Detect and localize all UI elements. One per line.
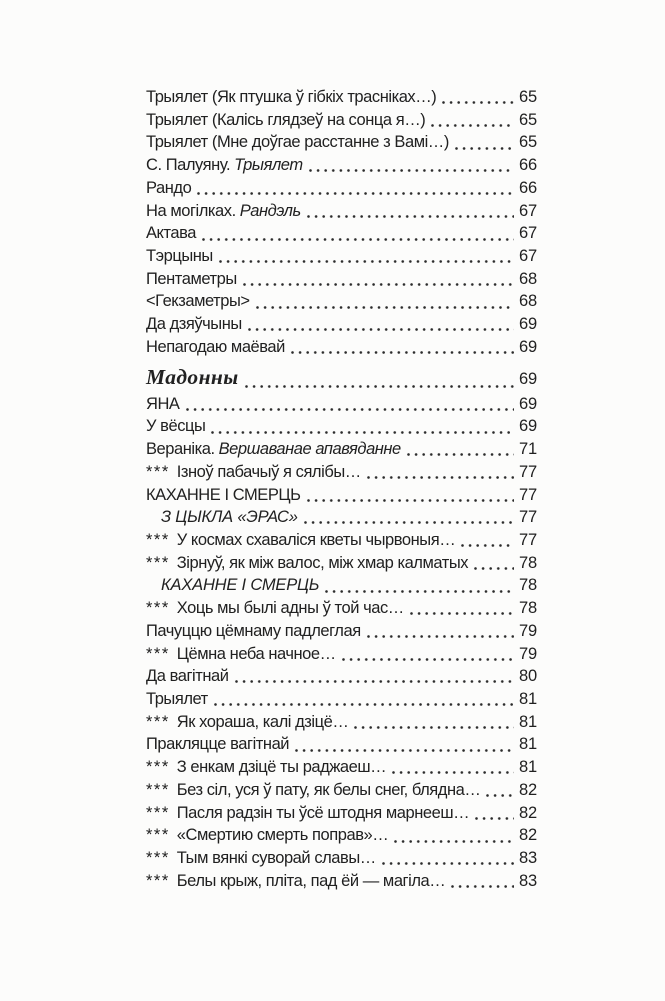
dot-leader: [309, 169, 514, 172]
entry-page-number: 82: [519, 803, 537, 822]
dot-leader: [248, 328, 514, 331]
entry-page-number: 79: [519, 621, 537, 640]
toc-entry: [146, 154, 537, 177]
entry-page-number: 78: [519, 553, 537, 572]
toc-entry: [146, 336, 537, 359]
dot-leader: [442, 101, 514, 104]
toc-entry: [146, 177, 537, 200]
entry-title-wrap: [146, 131, 449, 154]
entry-title: Пасля радзін ты ўсё штодня марнееш…: [176, 803, 470, 822]
entry-title: Тэрцыны: [146, 247, 213, 266]
toc-entry: [146, 756, 537, 779]
entry-title-wrap: [146, 109, 425, 132]
toc-entry: [146, 415, 537, 438]
entry-title: Да вагітнай: [146, 667, 229, 686]
entry-page-number: 78: [519, 576, 537, 595]
entry-title-wrap: [146, 552, 468, 575]
toc-entry: [146, 620, 537, 643]
entry-title: Трыялет (Калісь глядзеў на сонца я…): [146, 110, 426, 129]
stars-prefix: ***: [146, 462, 170, 481]
entry-title: З енкам дзіцё ты раджаеш…: [176, 758, 387, 777]
entry-title-wrap: [146, 200, 301, 223]
dot-leader: [295, 749, 514, 752]
stars-prefix: ***: [146, 826, 170, 845]
dot-leader: [410, 612, 514, 615]
toc-entry: [146, 484, 537, 507]
toc-entry: [146, 574, 537, 597]
entry-title-wrap: [146, 290, 250, 313]
entry-title-wrap: [161, 574, 319, 597]
entry-page-number: 83: [519, 849, 537, 867]
entry-title: На могілках.: [146, 201, 236, 220]
entry-title-wrap: [146, 222, 196, 245]
entry-title-italic: Вершаванае апавяданне: [218, 440, 401, 459]
toc-entry: [146, 506, 537, 529]
dot-leader: [243, 283, 514, 286]
entry-title: Рандо: [146, 178, 192, 197]
entry-title-wrap: [146, 711, 348, 734]
toc-entry: [146, 109, 537, 132]
toc-entry: [146, 245, 537, 268]
toc-entry: [146, 363, 537, 393]
entry-page-number: 77: [519, 485, 537, 504]
toc-entry: [146, 268, 537, 291]
dot-leader: [219, 260, 514, 263]
dot-leader: [486, 794, 514, 797]
toc-entry: [146, 438, 537, 461]
dot-leader: [325, 590, 514, 593]
entry-page-number: 82: [519, 780, 537, 799]
entry-title-wrap: [146, 665, 229, 688]
toc-entry: [146, 643, 537, 666]
entry-title-wrap: [146, 802, 469, 825]
stars-prefix: ***: [146, 712, 170, 731]
dot-leader: [461, 544, 514, 547]
entry-title: Пентаметры: [146, 269, 237, 288]
entry-title: Тым вянкі суворай славы…: [176, 849, 376, 867]
entry-page-number: 81: [519, 735, 537, 754]
entry-page-number: 69: [519, 337, 537, 356]
dot-leader: [256, 306, 514, 309]
entry-title: Без сіл, уся ў пату, як белы снег, блядна…: [176, 780, 481, 799]
entry-title-wrap: [146, 620, 361, 643]
entry-page-number: 65: [519, 110, 537, 129]
entry-title: У космах схаваліся кветы чырвоныя…: [176, 530, 456, 549]
entry-title-wrap: [146, 597, 404, 620]
toc-entry: [146, 733, 537, 756]
entry-page-number: 80: [519, 667, 537, 686]
dot-leader: [431, 124, 514, 127]
stars-prefix: ***: [146, 530, 170, 549]
dot-leader: [211, 431, 514, 434]
entry-title-wrap: [146, 756, 386, 779]
dot-leader: [451, 885, 514, 888]
entry-title: КАХАННЕ І СМЕРЦЬ: [161, 576, 320, 595]
stars-prefix: ***: [146, 871, 170, 890]
entry-title: Трыялет (Мне доўгае расстанне з Вамі…): [146, 133, 449, 152]
entry-title: Белы крыж, пліта, пад ёй — магіла…: [176, 871, 446, 890]
entry-title: Хоць мы былі адны ў той час…: [176, 599, 404, 618]
entry-page-number: 81: [519, 712, 537, 731]
entry-page-number: 71: [519, 440, 537, 459]
entry-title-wrap: [146, 393, 180, 416]
toc-entry: [146, 802, 537, 825]
entry-title-wrap: [146, 484, 301, 507]
stars-prefix: ***: [146, 644, 170, 663]
entry-title: <Гекзаметры>: [146, 292, 250, 311]
entry-title: Зірнуў, як між валос, між хмар калматых: [176, 553, 469, 572]
entry-page-number: 69: [519, 417, 537, 436]
entry-page-number: 67: [519, 224, 537, 243]
entry-page-number: 67: [519, 201, 537, 220]
toc-entry: [146, 461, 537, 484]
entry-title-wrap: [146, 415, 205, 438]
entry-title: «Смертию смерть поправ»…: [176, 826, 389, 845]
entry-title: Пачуццю цёмнаму падлеглая: [146, 621, 361, 640]
entry-title-wrap: [146, 336, 285, 359]
entry-title-wrap: [146, 86, 436, 109]
toc-entry: [146, 711, 537, 734]
entry-title-wrap: [146, 461, 361, 484]
toc-entry: [146, 290, 537, 313]
entry-title: Актава: [146, 224, 197, 243]
entry-title-wrap: [146, 733, 289, 756]
toc-entry: [146, 200, 537, 223]
toc-entry: [146, 552, 537, 575]
dot-leader: [342, 658, 514, 661]
entry-title-wrap: [146, 870, 445, 893]
stars-prefix: ***: [146, 599, 170, 618]
dot-leader: [407, 453, 514, 456]
entry-page-number: 77: [519, 462, 537, 481]
entry-page-number: 77: [519, 508, 537, 527]
stars-prefix: ***: [146, 758, 170, 777]
entry-page-number: 68: [519, 269, 537, 288]
entry-title-wrap: [146, 824, 388, 847]
dot-leader: [304, 521, 514, 524]
entry-title: С. Палуяну.: [146, 156, 231, 175]
dot-leader: [197, 192, 514, 195]
dot-leader: [307, 215, 514, 218]
entry-title-wrap: [146, 779, 480, 802]
entry-title-wrap: [146, 438, 401, 461]
dot-leader: [382, 862, 514, 865]
entry-title-wrap: [146, 688, 208, 711]
entry-title-wrap: [146, 313, 242, 336]
toc-entry: [146, 222, 537, 245]
dot-leader: [475, 817, 514, 820]
stars-prefix: ***: [146, 780, 170, 799]
entry-title-wrap: [146, 154, 303, 177]
entry-page-number: 68: [519, 292, 537, 311]
entry-page-number: 78: [519, 599, 537, 618]
entry-title-wrap: [146, 529, 455, 552]
dot-leader: [367, 635, 514, 638]
entry-page-number: 77: [519, 530, 537, 549]
entry-title: Ізноў пабачыў я сялібы…: [176, 462, 361, 481]
entry-page-number: 69: [519, 315, 537, 334]
dot-leader: [394, 840, 514, 843]
entry-title-wrap: [146, 268, 237, 291]
entry-page-number: 79: [519, 644, 537, 663]
entry-title: Непагодаю маёвай: [146, 337, 285, 356]
entry-title: ЯНА: [146, 394, 180, 413]
toc-entry: [146, 824, 537, 847]
dot-leader: [307, 499, 515, 502]
entry-page-number: 66: [519, 178, 537, 197]
entry-title: Пракляцце вагітнай: [146, 735, 290, 754]
entry-page-number: 82: [519, 826, 537, 845]
stars-prefix: ***: [146, 849, 170, 867]
entry-title: КАХАННЕ І СМЕРЦЬ: [146, 485, 301, 504]
dot-leader: [202, 238, 514, 241]
toc-entry: [146, 529, 537, 552]
dot-leader: [186, 408, 515, 411]
dot-leader: [367, 476, 514, 479]
entry-title-italic: Трыялет: [234, 156, 303, 175]
entry-title: Да дзяўчыны: [146, 315, 242, 334]
dot-leader: [474, 567, 514, 570]
toc-entry: [146, 131, 537, 154]
entry-title: Трыялет (Як птушка ў гібкіх трасніках…): [146, 88, 437, 106]
toc-entry: [146, 393, 537, 416]
toc-entry: [146, 870, 537, 893]
toc-entry: [146, 86, 537, 109]
toc-entry: [146, 688, 537, 711]
dot-leader: [392, 771, 514, 774]
stars-prefix: ***: [146, 553, 170, 572]
entry-page-number: 65: [519, 88, 537, 106]
toc-entry: [146, 779, 537, 802]
entry-title-italic: Рандэль: [239, 201, 301, 220]
entry-title-wrap: [146, 245, 213, 268]
entry-page-number: 81: [519, 689, 537, 708]
entry-page-number: 69: [519, 369, 537, 388]
entry-title-wrap: [161, 506, 298, 529]
entry-page-number: 65: [519, 133, 537, 152]
table-of-contents: [146, 86, 537, 892]
toc-entry: [146, 313, 537, 336]
dot-leader: [455, 147, 514, 150]
entry-title: Як хораша, калі дзіцё…: [176, 712, 349, 731]
entry-title: У вёсцы: [146, 417, 206, 436]
toc-entry: [146, 847, 537, 870]
dot-leader: [214, 703, 514, 706]
entry-page-number: 69: [519, 394, 537, 413]
dot-leader: [354, 726, 514, 729]
dot-leader: [245, 385, 514, 388]
entry-page-number: 67: [519, 247, 537, 266]
entry-page-number: 66: [519, 156, 537, 175]
toc-entry: [146, 597, 537, 620]
dot-leader: [291, 351, 514, 354]
entry-title: Трыялет: [146, 689, 208, 708]
entry-page-number: 83: [519, 871, 537, 890]
entry-title-wrap: [146, 643, 336, 666]
toc-entry: [146, 665, 537, 688]
entry-title: Цёмна неба начное…: [176, 644, 336, 663]
entry-title-wrap: [146, 363, 239, 391]
entry-page-number: 81: [519, 758, 537, 777]
entry-title: З ЦЫКЛА «ЭРАС»: [161, 508, 298, 527]
stars-prefix: ***: [146, 803, 170, 822]
entry-title: Вераніка.: [146, 440, 215, 459]
entry-title: Мадонны: [146, 364, 239, 389]
entry-title-wrap: [146, 177, 191, 200]
entry-title-wrap: [146, 847, 376, 870]
dot-leader: [235, 680, 515, 683]
